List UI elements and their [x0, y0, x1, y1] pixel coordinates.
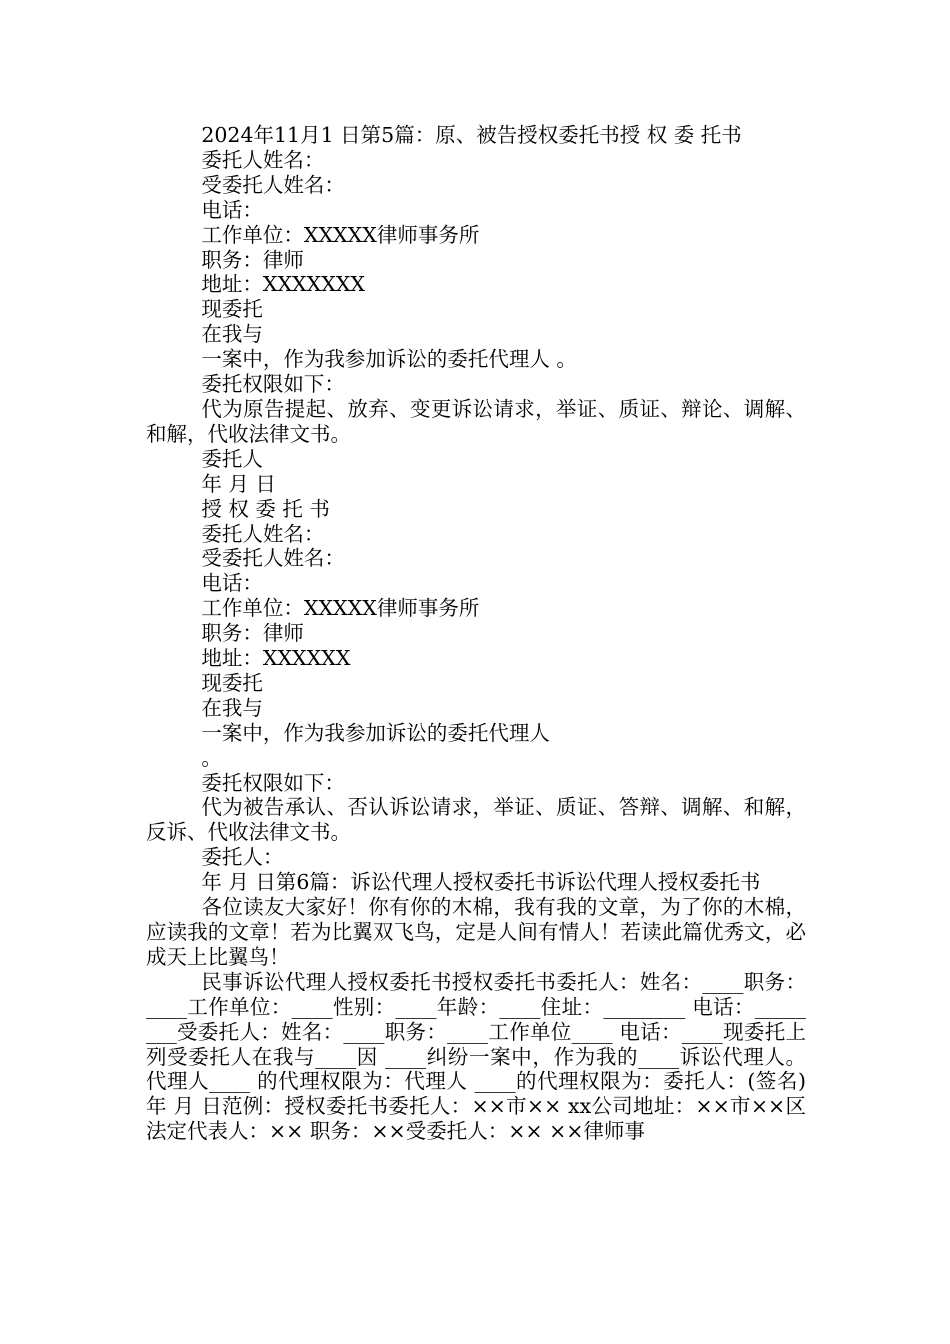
paragraph-entrust-2: 现委托 — [201, 670, 263, 695]
paragraph-position: 职务：律师 — [201, 247, 304, 272]
paragraph-principal-sign: 委托人 — [201, 446, 263, 471]
paragraph-address-2: 地址：XXXXXX — [201, 646, 351, 671]
paragraph-phone-2: 电话： — [201, 571, 263, 596]
paragraph-work-unit-2: 工作单位：XXXXX律师事务所 — [201, 596, 480, 621]
paragraph-plaintiff-authority: 代为原告提起、放弃、变更诉讼请求，举证、质证、辩论、调解、和解，代收法律文书。 — [146, 396, 806, 446]
paragraph-heading-6: 年 月 日第6篇：诉讼代理人授权委托书诉讼代理人授权委托书 — [201, 870, 761, 895]
paragraph-address: 地址：XXXXXXX — [201, 272, 366, 297]
paragraph-between-2: 在我与 — [201, 695, 263, 720]
paragraph-agent-name: 受委托人姓名： — [201, 172, 345, 197]
paragraph-defendant-authority: 代为被告承认、否认诉讼请求，举证、质证、答辩、调解、和解，反诉、代收法律文书。 — [146, 795, 806, 845]
paragraph-entrust: 现委托 — [201, 297, 263, 322]
paragraph-case-2: 一案中，作为我参加诉讼的委托代理人 — [201, 720, 550, 745]
paragraph-date: 年 月 日 — [201, 471, 276, 496]
paragraph-authority-title: 委托权限如下： — [201, 372, 345, 397]
paragraph-form-title: 授 权 委 托 书 — [201, 496, 330, 521]
paragraph-civil-form: 民事诉讼代理人授权委托书授权委托书委托人：姓名：____职务：____工作单位：____性别：____年龄：____住址：________ 电话：________受委托人：姓名：____职务：____工作单位____ 电话：____现委托上列受委托人在我与____因 ____纠纷一案中，作为我的____诉讼代理人。代理人____ 的代理权限为：代理人 ____的代理权限为：委托人：(签名) 年 月 日范例：授权委托书委托人：××市×× xx公司地址：××市××区 法定代表人：×× 职务：××受委托人：×× ××律师事 — [146, 969, 813, 1144]
paragraph-work-unit: 工作单位：XXXXX律师事务所 — [201, 222, 480, 247]
paragraph-between: 在我与 — [201, 322, 263, 347]
paragraph-principal-name-2: 委托人姓名： — [201, 521, 325, 546]
paragraph-heading-5: 2024年11月1 日第5篇：原、被告授权委托书授 权 委 托书 — [201, 123, 742, 147]
paragraph-position-2: 职务：律师 — [201, 621, 304, 646]
paragraph-principal-name: 委托人姓名： — [201, 147, 325, 172]
paragraph-phone: 电话： — [201, 197, 263, 222]
paragraph-authority-title-2: 委托权限如下： — [201, 770, 345, 795]
paragraph-case: 一案中，作为我参加诉讼的委托代理人 。 — [201, 347, 577, 372]
paragraph-principal-sign-2: 委托人： — [201, 845, 284, 870]
paragraph-greeting: 各位读友大家好！你有你的木棉，我有我的文章，为了你的木棉，应读我的文章！若为比翼双飞鸟，定是人间有情人！若读此篇优秀文，必成天上比翼鸟！ — [146, 895, 806, 969]
document-body — [146, 123, 813, 1144]
paragraph-agent-name-2: 受委托人姓名： — [201, 546, 345, 571]
paragraph-period: 。 — [201, 745, 222, 770]
